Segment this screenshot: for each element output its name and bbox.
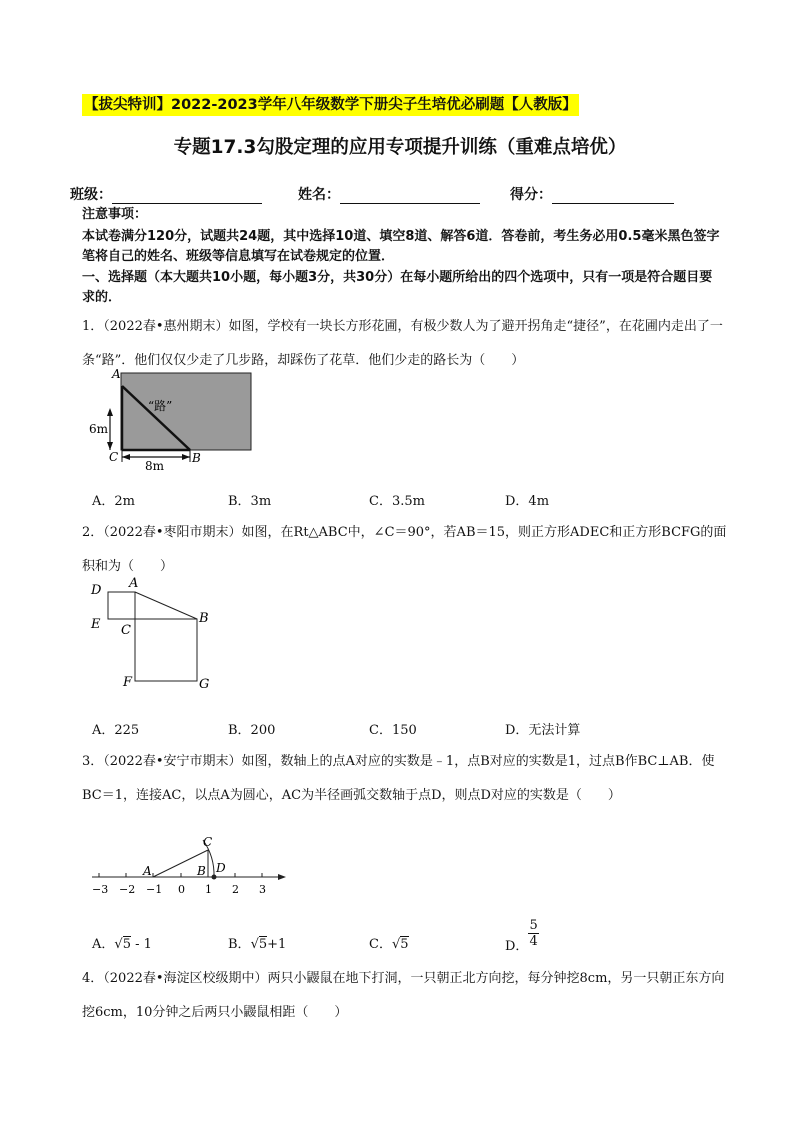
score-field[interactable] (510, 184, 674, 204)
fraction (528, 918, 538, 949)
label-d: D (216, 861, 226, 875)
name-label: 姓名： (298, 187, 340, 203)
class-field[interactable] (70, 184, 262, 204)
question-number: 1． (82, 319, 104, 334)
name-blank[interactable] (340, 189, 480, 204)
label-b: B (197, 864, 206, 878)
label-a: A (112, 367, 121, 381)
label-b: B (192, 451, 201, 465)
edge-ab (135, 592, 197, 619)
q1-option-b[interactable]: B．3m (228, 494, 272, 509)
tick-label: 0 (178, 883, 185, 896)
score-blank[interactable] (552, 189, 674, 204)
label-a: A (143, 864, 152, 878)
square-adec (108, 592, 135, 619)
label-path: “路” (148, 399, 173, 413)
q1-option-a[interactable]: A．2m (92, 494, 135, 509)
denominator: 4 (529, 934, 538, 949)
q3-option-c[interactable]: C．√5 (369, 937, 409, 952)
q2-option-d[interactable]: D．无法计算 (505, 723, 581, 738)
label-height: 6m (89, 422, 109, 436)
q3-option-b[interactable]: B．√5+1 (228, 937, 287, 952)
page-title: 专题17.3勾股定理的应用专项提升训练（重难点培优） (173, 137, 627, 158)
question-text: （2022春•惠州期末）如图，学校有一块长方形花圃，有极少数人为了避开拐角走“捷径”，在花圃内走出了一条“路”．他们仅仅少走了几步路，却踩伤了花草．他们少走的路长为（ ） (82, 319, 723, 368)
label-e: E (91, 617, 101, 632)
label-c: C (121, 623, 131, 638)
label-d: D (91, 583, 102, 598)
class-blank[interactable] (112, 189, 262, 204)
point-d (212, 875, 217, 880)
tick-label: 1 (205, 883, 212, 896)
q2-option-b[interactable]: B．200 (228, 723, 276, 738)
figure-garden (82, 362, 262, 474)
name-field[interactable] (298, 184, 480, 204)
label-width: 8m (145, 459, 165, 473)
tick-label: 2 (232, 883, 239, 896)
question-4 (82, 962, 732, 1030)
figure-number-line (82, 832, 292, 900)
q1-option-c[interactable]: C．3.5m (369, 494, 425, 509)
question-number: 2． (82, 525, 104, 540)
label-g: G (199, 677, 210, 692)
sqrt-icon: √ (391, 937, 401, 952)
numerator: 5 (529, 918, 538, 933)
notice-heading: 注意事项： (82, 207, 148, 222)
label-c: C (109, 450, 119, 464)
radicand: 5 (122, 937, 131, 952)
question-2 (82, 516, 732, 584)
question-text: （2022春•枣阳市期末）如图，在Rt△ABC中，∠C＝90°，若AB＝15，则正方形ADEC和正方形BCFG的面积和为（ ） (82, 525, 727, 574)
label-a: A (129, 576, 139, 591)
sqrt-icon: √ (114, 937, 123, 952)
q2-option-a[interactable]: A．225 (92, 723, 140, 738)
banner: 【拔尖特训】2022-2023学年八年级数学下册尖子生培优必刷题【人教版】 (82, 94, 579, 116)
radicand: 5 (258, 937, 268, 952)
sqrt-icon: √ (250, 937, 259, 952)
label-b: B (199, 611, 209, 626)
class-label: 班级： (70, 187, 112, 203)
section-heading: 一、选择题（本大题共10小题，每小题3分，共30分）在每小题所给出的四个选项中，只有一项是符合题目要求的． (82, 270, 713, 305)
axis-ticks (99, 873, 262, 877)
tick-label: −1 (146, 883, 163, 896)
question-text: （2022春•安宁市期末）如图，数轴上的点A对应的实数是﹣1，点B对应的实数是1，过点B作BC⊥AB．使BC＝1，连接AC，以点A为圆心，AC为半径画弧交数轴于点D，则点D对应的实数是（ ） (82, 754, 715, 803)
tick-label: −3 (92, 883, 109, 896)
tick-label: 3 (259, 883, 266, 896)
question-number: 4． (82, 971, 104, 986)
question-text: （2022春•海淀区校级期中）两只小鼹鼠在地下打洞，一只朝正北方向挖，每分钟挖8cm，另一只朝正东方向挖6cm，10分钟之后两只小鼹鼠相距（ ） (82, 971, 725, 1020)
figure-squares (82, 576, 222, 692)
q2-option-c[interactable]: C．150 (369, 723, 417, 738)
square-bcfg (135, 619, 197, 681)
garden-rect (121, 373, 251, 450)
label-c: C (203, 835, 213, 849)
tick-label: −2 (119, 883, 136, 896)
notice-body: 本试卷满分120分，试题共24题，其中选择10道、填空8道、解答6道．答卷前，考生务必用0.5毫米黑色签字笔将自己的姓名、班级等信息填写在试卷规定的位置． (82, 229, 720, 264)
q3-option-d[interactable]: D． $\frac{5}{4}$ (505, 918, 538, 954)
question-number: 3． (82, 754, 104, 769)
radicand: 5 (400, 937, 409, 952)
label-f: F (123, 675, 133, 690)
q3-option-a[interactable]: A．√5 - 1 (92, 937, 152, 952)
question-3 (82, 745, 732, 813)
score-label: 得分： (510, 187, 552, 203)
q1-option-d[interactable]: D．4m (505, 494, 550, 509)
